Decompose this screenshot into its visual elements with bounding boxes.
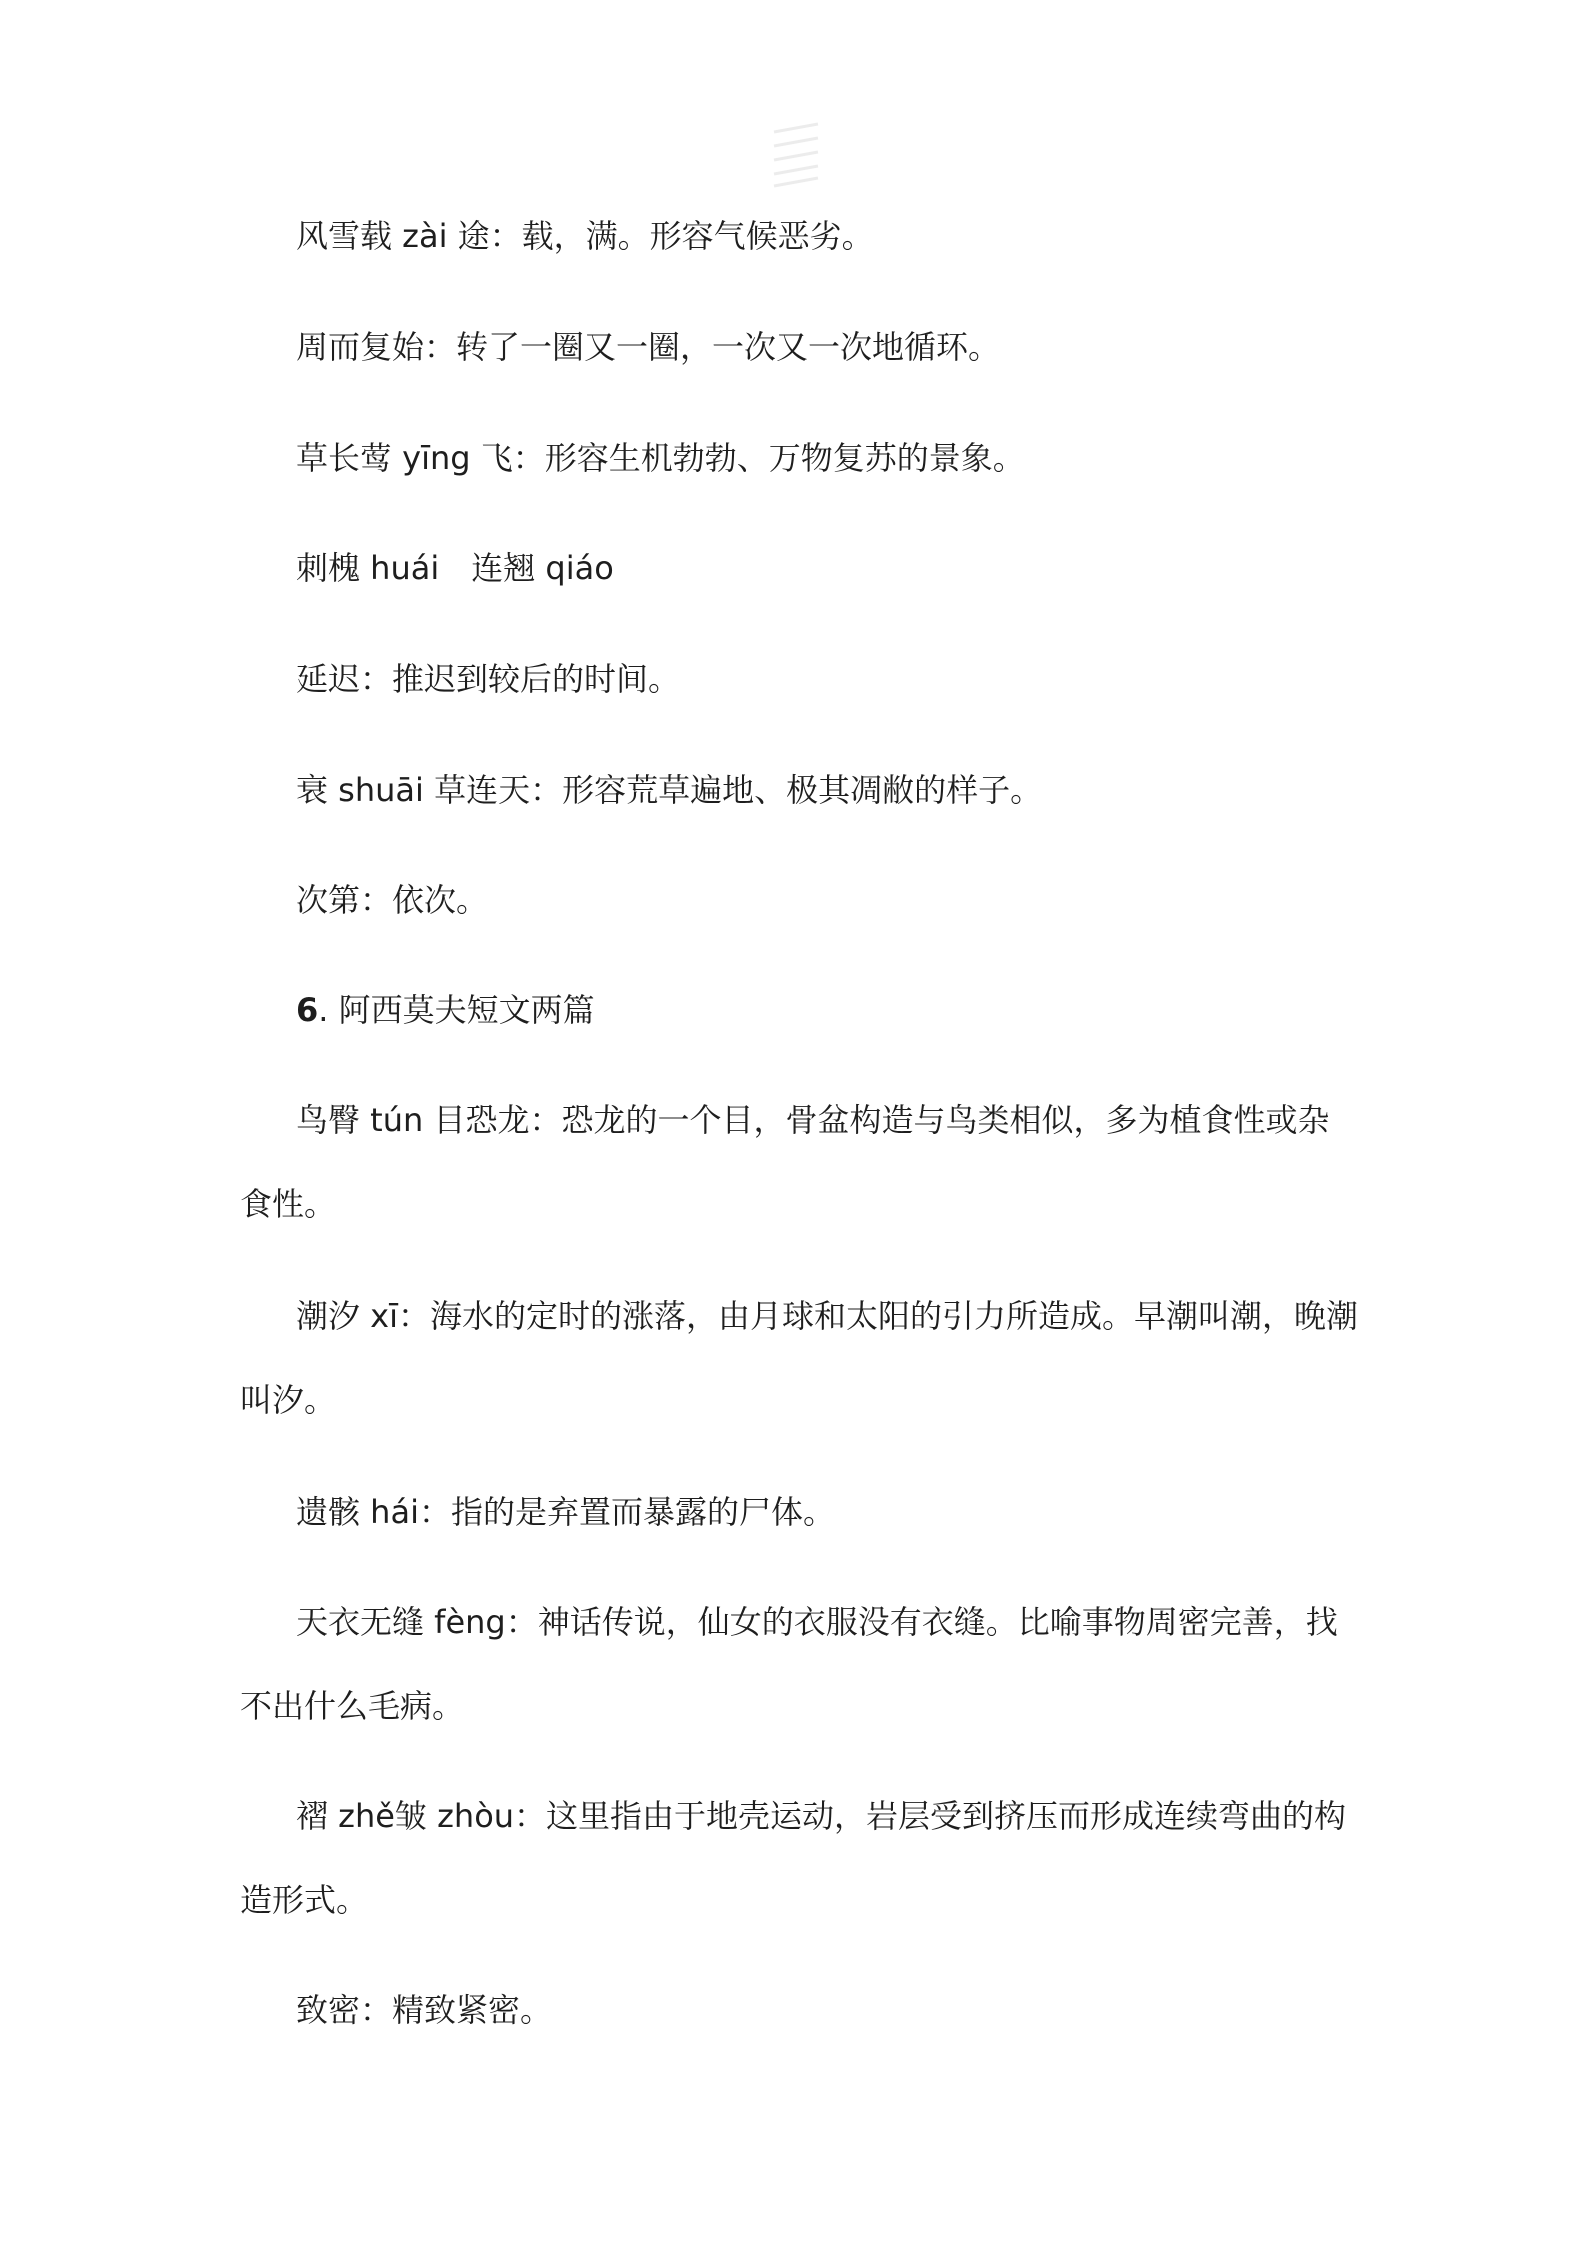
section-heading [240, 968, 1360, 1052]
entry-cidi [240, 858, 1360, 942]
entry-chaoxi [240, 1274, 1360, 1442]
entry-text: 褶 zhě皱 zhòu：这里指由于地壳运动，岩层受到挤压而形成连续弯曲的构造形式。 [240, 1797, 1347, 1919]
section-title: . 阿西莫夫短文两篇 [318, 991, 595, 1029]
entry-text: 草长莺 yīng 飞：形容生机勃勃、万物复苏的景象。 [296, 439, 1025, 477]
entry-zhimi [240, 1968, 1360, 2052]
entry-caozhang-yingfei [240, 416, 1360, 500]
entry-text: 致密：精致紧密。 [296, 1991, 553, 2029]
entry-yihai [240, 1470, 1360, 1554]
entry-text: 次第：依次。 [296, 881, 489, 919]
entry-zhezhou [240, 1774, 1360, 1942]
entry-text: 鸟臀 tún 目恐龙：恐龙的一个目，骨盆构造与鸟类相似，多为植食性或杂食性。 [240, 1101, 1330, 1223]
entry-fengxue-zaitu [240, 194, 1360, 278]
entry-shuaicao-liantian [240, 748, 1360, 832]
entry-text: 潮汐 xī：海水的定时的涨落，由月球和太阳的引力所造成。早潮叫潮，晚潮叫汐。 [240, 1297, 1359, 1419]
entry-niaotun-kunglong [240, 1078, 1360, 1246]
entry-text: 刺槐 huái 连翘 qiáo [296, 549, 614, 587]
entry-tianyi-wufeng [240, 1580, 1360, 1748]
entry-yanchi [240, 637, 1360, 721]
entry-text: 遗骸 hái：指的是弃置而暴露的尸体。 [296, 1493, 835, 1531]
section-number: 6 [296, 991, 319, 1029]
entry-text: 风雪载 zài 途：载，满。形容气候恶劣。 [296, 217, 874, 255]
entry-cihuai-lianqiao [240, 526, 1360, 610]
watermark-icon [768, 120, 824, 190]
entry-text: 天衣无缝 fèng：神话传说，仙女的衣服没有衣缝。比喻事物周密完善，找不出什么毛病。 [240, 1603, 1338, 1725]
entry-text: 周而复始：转了一圈又一圈，一次又一次地循环。 [296, 328, 1001, 366]
entry-text: 衰 shuāi 草连天：形容荒草遍地、极其凋敝的样子。 [296, 771, 1043, 809]
entry-zhouer-fushi [240, 305, 1360, 389]
entry-text: 延迟：推迟到较后的时间。 [296, 660, 681, 698]
